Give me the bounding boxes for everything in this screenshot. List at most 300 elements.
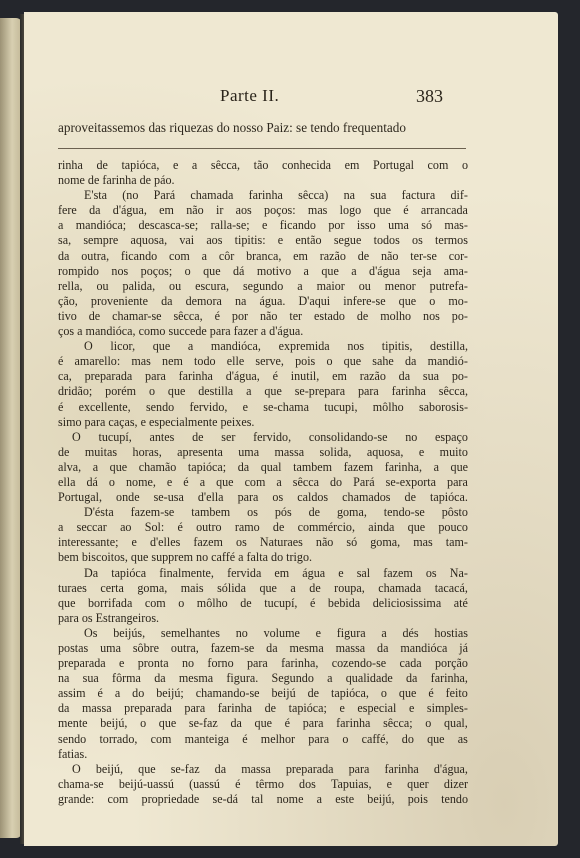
word: Na- <box>449 565 468 580</box>
word: que <box>138 761 156 776</box>
word: conhecida <box>282 158 332 172</box>
word: para <box>348 761 370 776</box>
word: com <box>107 791 129 806</box>
word: sendo <box>145 399 175 414</box>
word: pouco <box>438 520 468 535</box>
word: têrmo <box>255 776 284 791</box>
word: é <box>242 731 248 746</box>
word: os <box>272 490 284 505</box>
word: ella <box>58 474 76 489</box>
word: é <box>97 686 103 701</box>
word: até <box>453 595 468 610</box>
word: tapióca, <box>121 158 160 172</box>
word: que <box>254 716 272 731</box>
word: qual <box>260 459 282 474</box>
word: é <box>272 369 278 384</box>
running-head: Parte II. <box>220 86 280 105</box>
word: de <box>307 686 320 701</box>
word: em <box>274 565 290 580</box>
word: sa, <box>58 233 72 248</box>
word: a <box>303 263 309 278</box>
word: proveniente <box>90 293 148 308</box>
word: segue <box>333 233 362 248</box>
text-line <box>58 686 468 701</box>
word: sôbre <box>132 641 160 655</box>
text-line <box>58 264 468 279</box>
word: semelhantes <box>160 625 220 640</box>
text-line <box>58 309 468 324</box>
word: ou <box>96 278 109 293</box>
book-page <box>24 12 558 846</box>
word: o <box>342 731 349 746</box>
text-line <box>58 158 468 173</box>
text-line <box>58 339 468 354</box>
word: sua <box>422 369 440 384</box>
word: ralla-se; <box>210 218 250 233</box>
word: tipitis: <box>234 233 266 248</box>
word: po- <box>451 369 468 384</box>
word: para <box>184 701 206 716</box>
word: cada <box>399 656 422 671</box>
word: horas, <box>132 444 162 459</box>
word: é <box>177 520 183 535</box>
word: a <box>276 474 282 489</box>
word: tucupi, <box>324 399 358 414</box>
word: fazem <box>193 535 223 550</box>
word: em <box>332 369 347 384</box>
text-line <box>58 430 468 445</box>
word: é <box>183 474 189 489</box>
body-text <box>58 158 468 807</box>
word: com <box>150 731 172 746</box>
word: a <box>199 474 206 489</box>
text-line <box>58 732 468 747</box>
word: qual, <box>443 716 468 731</box>
word: Pará <box>353 474 375 489</box>
word: em <box>293 248 308 263</box>
word: termos <box>435 233 468 248</box>
word: cozendo-se <box>331 656 387 671</box>
word: ser <box>221 429 236 444</box>
word: mas <box>131 354 151 369</box>
word: chamada <box>190 188 234 203</box>
word: por <box>328 218 345 233</box>
text-line <box>58 233 468 248</box>
word: simples- <box>426 701 468 716</box>
word: commércio, <box>297 520 355 535</box>
word: serve, <box>255 354 284 369</box>
word: sêcca, <box>210 158 241 172</box>
word: bebida <box>327 595 361 610</box>
word: apresenta <box>177 444 223 459</box>
text-line <box>58 294 468 309</box>
text-line <box>58 505 468 520</box>
word: beijú, <box>367 791 395 806</box>
word: do <box>132 686 145 701</box>
word: na <box>343 188 356 203</box>
word: melhor <box>260 731 296 746</box>
word: pós <box>274 505 292 520</box>
word: dif- <box>450 188 468 203</box>
word: nome <box>276 791 304 806</box>
page-header <box>24 86 558 116</box>
word: Naturaes <box>259 535 303 550</box>
word: onde <box>116 490 140 505</box>
text-line <box>58 520 468 535</box>
word: inutil, <box>290 369 320 384</box>
word: demora <box>185 293 222 308</box>
word: de <box>272 520 285 535</box>
word: farinha <box>391 384 426 399</box>
word: com <box>427 158 449 172</box>
word: tucupí, <box>264 595 298 610</box>
word: expremida <box>278 339 330 354</box>
word: Sol: <box>144 520 165 535</box>
word: licor, <box>110 339 136 354</box>
word: mas <box>307 203 328 218</box>
word: de <box>192 429 204 444</box>
word: o <box>461 158 468 172</box>
word: O <box>84 339 93 354</box>
word: escura, <box>195 278 230 293</box>
word: d'elles <box>149 535 181 550</box>
text-line <box>58 701 468 716</box>
text-line <box>58 792 468 807</box>
word: se-exporta <box>385 474 436 489</box>
word: a <box>201 248 208 263</box>
word: fervido, <box>253 429 292 444</box>
word: da <box>377 641 389 655</box>
word: sêcca, <box>173 308 203 323</box>
word: alva, <box>58 459 82 474</box>
word: que <box>398 686 417 701</box>
word: ainda <box>368 520 395 535</box>
word: os <box>236 535 247 550</box>
text-line <box>58 490 468 505</box>
word: pois <box>407 791 428 806</box>
word: propriedade <box>141 791 200 806</box>
text-line <box>58 249 468 264</box>
word: a <box>92 459 99 474</box>
word: massa <box>82 701 112 716</box>
word: cor- <box>448 248 468 263</box>
word: da <box>404 354 417 369</box>
word: muito <box>439 444 468 459</box>
word: manteiga <box>184 731 229 746</box>
word: tão <box>253 158 269 172</box>
word: não <box>259 308 278 323</box>
word: O <box>72 761 81 776</box>
word: arrancada <box>420 203 468 218</box>
header-rule <box>58 148 466 149</box>
word: Da <box>84 565 99 580</box>
word: a <box>114 686 121 701</box>
word: poços; <box>140 263 173 278</box>
word: elle <box>226 354 245 369</box>
word: D'ésta <box>84 505 114 520</box>
word: e <box>261 218 268 233</box>
word: que <box>109 459 128 474</box>
word: para <box>302 716 324 731</box>
word: farinha <box>248 188 283 203</box>
word: chamada <box>378 580 422 595</box>
word: tacacá, <box>434 580 468 595</box>
word: a <box>58 520 64 535</box>
word: ter <box>289 308 303 323</box>
word: é <box>403 203 409 218</box>
word: mas <box>413 535 433 550</box>
word: Pará <box>153 188 176 203</box>
word: estado <box>314 308 345 323</box>
word: e <box>339 701 345 716</box>
word: da <box>266 641 278 655</box>
word: para <box>237 490 259 505</box>
text-line <box>58 460 468 475</box>
word: que <box>407 520 426 535</box>
word: da <box>58 701 70 716</box>
word: os <box>412 233 423 248</box>
word: ramo <box>234 520 260 535</box>
word: uma <box>100 641 121 655</box>
word: seccar <box>76 520 107 535</box>
word: por <box>231 308 249 323</box>
word: factura <box>401 188 436 203</box>
word: môlho <box>372 399 404 414</box>
word: E'sta <box>84 188 108 203</box>
word: amarello: <box>74 354 121 369</box>
word: para <box>145 369 166 384</box>
word: tapióca, <box>331 686 369 701</box>
word: este <box>335 791 355 806</box>
word: fervido, <box>189 399 228 414</box>
word: que <box>373 203 391 218</box>
text-line <box>58 354 468 369</box>
word: Portugal <box>372 158 414 172</box>
word: d'ella <box>197 490 224 505</box>
word: goma, <box>370 535 401 550</box>
word: fervida <box>227 565 262 580</box>
word: a <box>58 218 64 233</box>
word: os <box>425 565 437 580</box>
text-line <box>58 641 468 656</box>
word: sua <box>370 188 387 203</box>
word: grande: <box>58 791 95 806</box>
word: mandióca, <box>210 339 261 354</box>
word: d'água <box>369 263 401 278</box>
word: que <box>264 384 282 399</box>
word: a <box>381 625 387 640</box>
word: beijús, <box>113 625 146 640</box>
word: sendo <box>58 731 87 746</box>
word: farinha, <box>430 671 468 686</box>
word: da <box>214 761 227 776</box>
word: só <box>421 218 433 233</box>
word: é <box>428 686 434 701</box>
catch-line: aproveitassemos das riquezas do nosso Paiz: se tendo frequentado <box>58 120 406 135</box>
word: hostias <box>434 625 468 640</box>
word: o <box>108 474 115 489</box>
word: o <box>380 686 387 701</box>
word: tipitis, <box>381 339 413 354</box>
word: chama-se <box>58 776 104 791</box>
word: preparada <box>285 761 334 776</box>
word: que <box>167 384 186 399</box>
word: da <box>58 248 70 263</box>
word: tendo-se <box>383 505 425 520</box>
word: sempre <box>83 233 119 248</box>
word: a <box>297 278 303 293</box>
word: aquosa, <box>366 444 404 459</box>
word: ama- <box>443 263 468 278</box>
word: a <box>191 158 198 172</box>
word: pronta <box>137 656 169 671</box>
word: todo <box>194 354 216 369</box>
word: de <box>357 248 370 263</box>
word: da <box>230 716 242 731</box>
word: mandióca; <box>75 218 127 233</box>
word: e <box>277 233 284 248</box>
word: de <box>88 308 101 323</box>
word: aos <box>235 203 252 218</box>
word: de <box>58 444 70 459</box>
word: se-prepara <box>294 384 346 399</box>
word: a <box>327 671 333 686</box>
word: molho <box>380 308 412 323</box>
word: que <box>343 354 362 369</box>
word: de <box>309 580 321 595</box>
word: quer <box>407 776 429 791</box>
word: finalmente, <box>159 565 214 580</box>
word: aquosa, <box>130 233 168 248</box>
word: da <box>89 203 101 218</box>
word: chamando-se <box>195 686 260 701</box>
word: da <box>237 459 250 474</box>
word: o <box>140 716 147 731</box>
word: sahe <box>372 354 394 369</box>
word: farinha <box>217 701 253 716</box>
word: do <box>330 474 343 489</box>
word: fere <box>58 203 77 218</box>
word: uma <box>238 444 260 459</box>
text-line <box>58 762 468 777</box>
word: farinha <box>178 369 213 384</box>
word: é <box>214 308 220 323</box>
word: ficando <box>279 218 316 233</box>
word: no <box>405 429 418 444</box>
word: o <box>148 384 155 399</box>
word: mesma <box>178 671 214 686</box>
word: da <box>154 671 166 686</box>
word: que <box>158 716 177 731</box>
word: seja <box>412 263 432 278</box>
word: farinha, <box>281 656 319 671</box>
word: certa <box>100 580 124 595</box>
word: fazem <box>383 565 413 580</box>
text-line: nome de farinha de páo. <box>58 173 175 188</box>
word: massa <box>241 761 271 776</box>
word: que <box>203 263 221 278</box>
text-line <box>58 188 468 203</box>
word: que <box>152 339 171 354</box>
text-line <box>58 218 468 233</box>
word: se-usa <box>153 490 184 505</box>
word: destilla <box>198 384 234 399</box>
text-line <box>58 596 468 611</box>
word: a <box>316 791 323 806</box>
word: destilla, <box>430 339 468 354</box>
word: figura <box>336 625 366 640</box>
word: preparada <box>84 369 133 384</box>
word: sêcca, <box>438 384 468 399</box>
word: ca, <box>58 369 72 384</box>
text-line <box>58 671 468 686</box>
word: postas <box>58 641 89 655</box>
word: é <box>284 716 291 731</box>
word: de <box>96 158 108 172</box>
text-line: para os Estrangeiros. <box>58 610 160 625</box>
word: especial <box>357 701 397 716</box>
word: muitas <box>84 444 118 459</box>
word: chamão <box>138 459 177 474</box>
word: caffé, <box>361 731 389 746</box>
word: branca, <box>246 248 282 263</box>
text-line <box>58 777 468 792</box>
word: beijú, <box>95 761 124 776</box>
word: maior <box>316 278 345 293</box>
word: para <box>246 656 268 671</box>
word: em <box>344 158 360 172</box>
word: na <box>234 293 247 308</box>
word: segundo <box>242 278 284 293</box>
word: tapióca. <box>430 490 468 505</box>
word: dos <box>299 776 316 791</box>
word: pôsto <box>441 505 468 520</box>
text-line <box>58 656 468 671</box>
text-line <box>58 626 468 641</box>
word: (no <box>122 188 139 203</box>
word: o <box>425 716 432 731</box>
text-line <box>58 475 468 490</box>
word: dizer <box>443 776 468 791</box>
word: excellente, <box>78 399 131 414</box>
word: e <box>172 158 179 172</box>
word: o <box>178 595 185 610</box>
page-number: 383 <box>416 86 443 106</box>
text-line: fatias. <box>58 746 88 761</box>
word: mas- <box>444 218 468 233</box>
word: e <box>386 776 393 791</box>
word: fazem-se <box>210 641 255 655</box>
word: sua <box>82 671 99 686</box>
word: motivo <box>256 263 292 278</box>
word: se-faz <box>188 716 218 731</box>
word: nos <box>347 339 365 354</box>
word: sêcca) <box>298 188 329 203</box>
word: môlho <box>196 595 228 610</box>
word: antes <box>149 429 175 444</box>
word: tapióca; <box>288 701 327 716</box>
word: nome, <box>125 474 156 489</box>
word: tendo <box>441 791 468 806</box>
word: beijú, <box>100 716 128 731</box>
word: goma, <box>137 580 168 595</box>
word: ou <box>358 278 371 293</box>
word: torrado, <box>99 731 138 746</box>
word: saborosis- <box>418 399 468 414</box>
word: preparada <box>124 701 172 716</box>
word: os <box>247 505 258 520</box>
word: a <box>290 580 296 595</box>
